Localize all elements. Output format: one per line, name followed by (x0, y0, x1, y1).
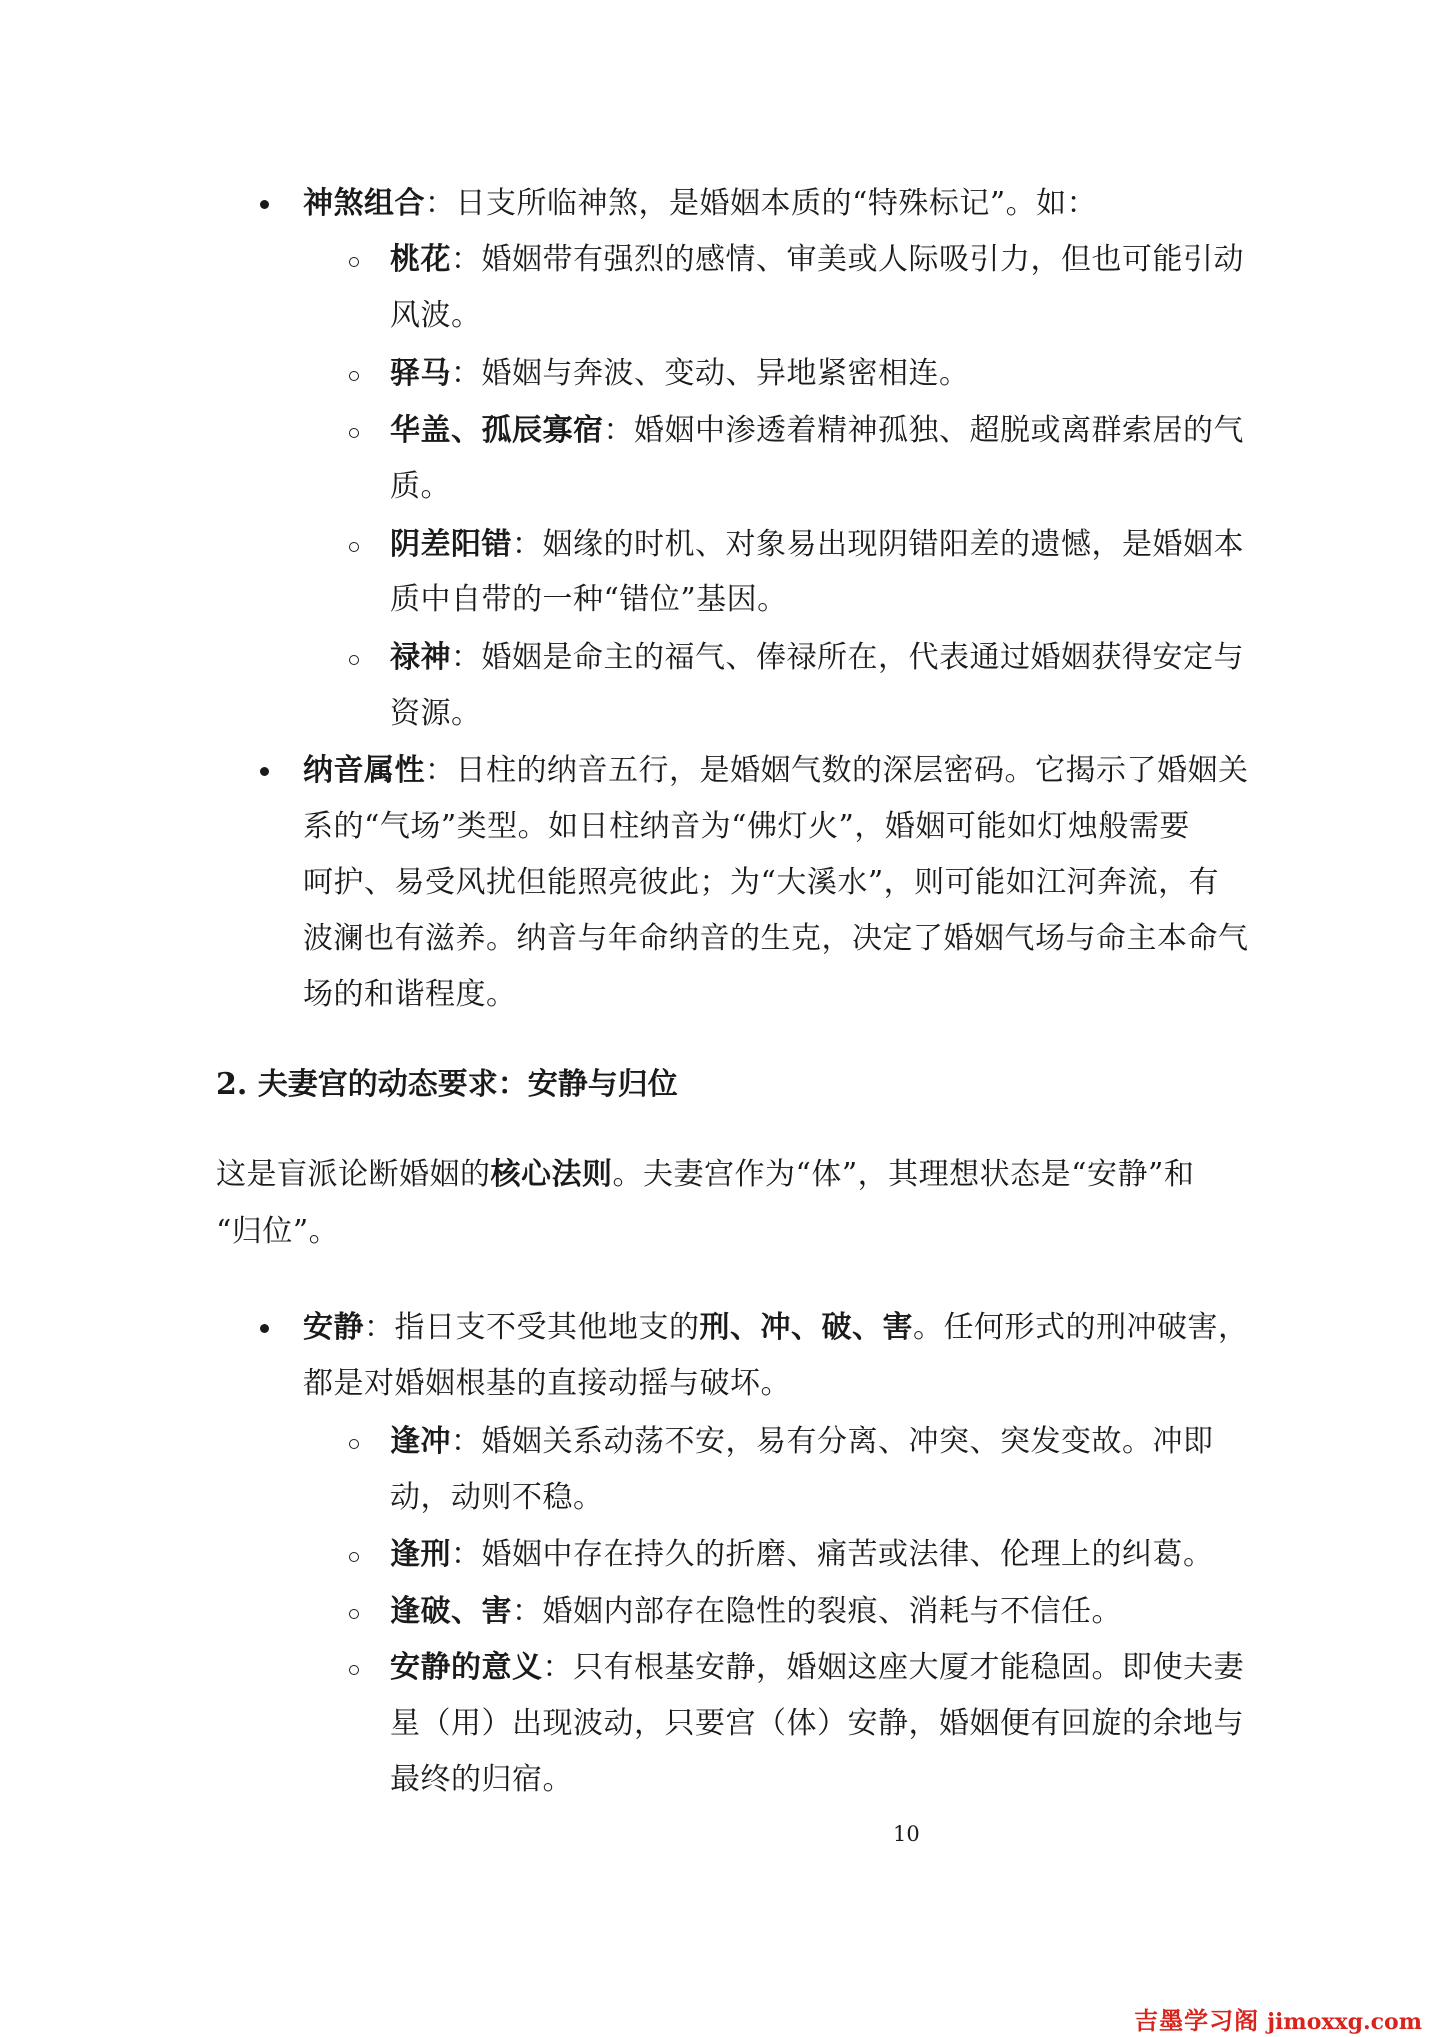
sub-bullet-circle (349, 542, 359, 552)
bullet-item-nayin-cont: 波澜也有滋养。纳音与年命纳音的生克，决定了婚姻气场与命主本命气 (303, 921, 1249, 956)
sub-item-huagai (390, 411, 1244, 451)
bullet-dot (260, 200, 269, 209)
sub-bullet-circle (349, 428, 359, 438)
paragraph-text: 。夫妻宫作为“体”，其理想状态是“安静”和 (612, 1157, 1195, 1192)
sub-item-yima (390, 354, 970, 394)
bullet-item-shensha (303, 184, 1097, 224)
item-title: 安静 (303, 1310, 364, 1345)
sub-item-lushen-cont: 资源。 (390, 696, 482, 731)
item-text: 。任何形式的刑冲破害， (913, 1310, 1249, 1345)
sub-bullet-circle (349, 257, 359, 267)
item-title: 神煞组合 (303, 186, 425, 221)
sub-item-lushen (390, 638, 1244, 678)
bullet-item-nayin (303, 751, 1249, 791)
paragraph-cont: “归位”。 (216, 1214, 340, 1249)
item-text: ：婚姻是命主的福气、俸禄所在，代表通过婚姻获得安定与 (451, 640, 1244, 675)
bullet-item-nayin-cont: 呵护、易受风扰但能照亮彼此；为“大溪水”，则可能如江河奔流，有 (303, 865, 1220, 900)
paragraph (216, 1155, 1194, 1195)
item-title: 桃花 (390, 242, 451, 277)
item-text: ：只有根基安静，婚姻这座大厦才能稳固。即使夫妻 (542, 1650, 1244, 1685)
watermark-text-en: jimoxxg.com (1267, 2009, 1422, 2035)
bullet-dot (260, 767, 269, 776)
sub-bullet-circle (349, 1609, 359, 1619)
sub-item-fengchong-cont: 动，动则不稳。 (390, 1480, 604, 1515)
item-title: 禄神 (390, 640, 451, 675)
item-title: 逢破、害 (390, 1594, 512, 1629)
item-text: ：指日支不受其他地支的 (364, 1310, 700, 1345)
item-title: 阴差阳错 (390, 527, 512, 562)
bullet-item-anjing (303, 1308, 1249, 1348)
bullet-item-anjing-cont: 都是对婚姻根基的直接动摇与破坏。 (303, 1366, 791, 1401)
item-title: 逢冲 (390, 1424, 451, 1459)
sub-item-fengpo (390, 1592, 1122, 1632)
item-title: 纳音属性 (303, 753, 425, 788)
watermark-text-cn: 吉墨学习阁 (1134, 2007, 1260, 2035)
item-text: ：婚姻与奔波、变动、异地紧密相连。 (451, 356, 970, 391)
sub-bullet-circle (349, 1552, 359, 1562)
item-title: 华盖、孤辰寡宿 (390, 413, 604, 448)
item-text: ：日支所临神煞，是婚姻本质的“特殊标记”。如： (425, 186, 1098, 221)
sub-item-yiyi-cont: 最终的归宿。 (390, 1762, 573, 1797)
sub-item-taohua-cont: 风波。 (390, 298, 482, 333)
item-text: ：婚姻中渗透着精神孤独、超脱或离群索居的气 (603, 413, 1244, 448)
sub-item-fengxing (390, 1535, 1214, 1575)
sub-item-fengchong (390, 1422, 1214, 1462)
paragraph-text: 这是盲派论断婚姻的 (216, 1157, 491, 1192)
sub-bullet-circle (349, 1439, 359, 1449)
item-title: 驿马 (390, 356, 451, 391)
item-text: ：婚姻关系动荡不安，易有分离、冲突、突发变故。冲即 (451, 1424, 1214, 1459)
sub-item-taohua (390, 240, 1244, 280)
sub-bullet-circle (349, 1665, 359, 1675)
sub-item-yiyi (390, 1648, 1244, 1688)
section-heading: 2. 夫妻宫的动态要求：安静与归位 (216, 1067, 678, 1102)
bullet-item-nayin-cont: 系的“气场”类型。如日柱纳音为“佛灯火”，婚姻可能如灯烛般需要 (303, 809, 1190, 844)
item-title: 逢刑 (390, 1537, 451, 1572)
sub-item-yiyi-cont: 星（用）出现波动，只要宫（体）安静，婚姻便有回旋的余地与 (390, 1706, 1244, 1741)
bullet-dot (260, 1324, 269, 1333)
watermark (1134, 2001, 1422, 2035)
paragraph-bold: 核心法则 (490, 1157, 613, 1192)
item-text: ：婚姻中存在持久的折磨、痛苦或法律、伦理上的纠葛。 (451, 1537, 1214, 1572)
bullet-item-nayin-cont: 场的和谐程度。 (303, 977, 517, 1012)
sub-bullet-circle (349, 371, 359, 381)
item-text: ：婚姻内部存在隐性的裂痕、消耗与不信任。 (512, 1594, 1122, 1629)
item-text: ：日柱的纳音五行，是婚姻气数的深层密码。它揭示了婚姻关 (425, 753, 1249, 788)
sub-item-yincha-cont: 质中自带的一种“错位”基因。 (390, 582, 788, 617)
sub-item-huagai-cont: 质。 (390, 469, 451, 504)
sub-item-yincha (390, 525, 1244, 565)
item-text: ：婚姻带有强烈的感情、审美或人际吸引力，但也可能引动 (451, 242, 1244, 277)
item-bold: 刑、冲、破、害 (699, 1310, 913, 1345)
sub-bullet-circle (349, 655, 359, 665)
item-text: ：姻缘的时机、对象易出现阴错阳差的遗憾，是婚姻本 (512, 527, 1244, 562)
page-number: 10 (893, 1822, 920, 1846)
item-title: 安静的意义 (390, 1650, 543, 1685)
